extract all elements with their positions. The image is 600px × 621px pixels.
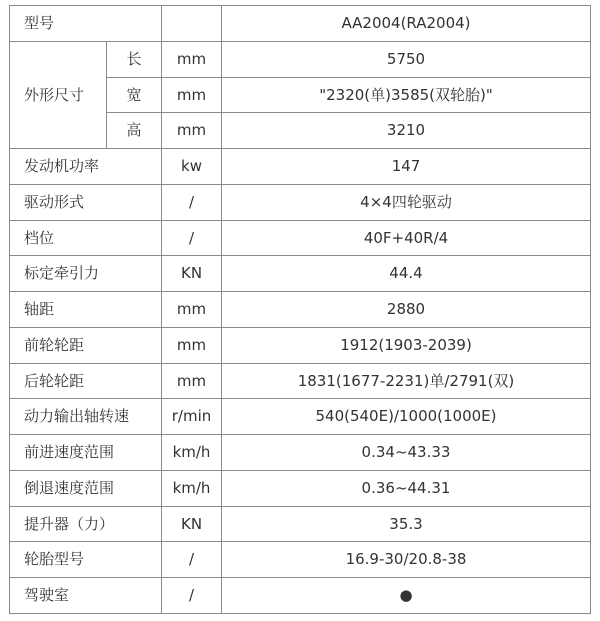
- table-row: [10, 399, 591, 435]
- table-row: [10, 506, 591, 542]
- sub-param-label: 宽: [107, 77, 162, 113]
- table-row: [10, 220, 591, 256]
- param-label: 标定牵引力: [10, 256, 162, 292]
- unit-cell: mm: [162, 41, 222, 77]
- param-label: 前轮轮距: [10, 327, 162, 363]
- value-cell: 3210: [222, 113, 591, 149]
- param-label: 驱动形式: [10, 184, 162, 220]
- sub-param-label: 高: [107, 113, 162, 149]
- table-row: [10, 256, 591, 292]
- param-label: 前进速度范围: [10, 435, 162, 471]
- spec-table: [9, 5, 591, 614]
- value-cell: 5750: [222, 41, 591, 77]
- unit-cell: /: [162, 542, 222, 578]
- value-cell: 2880: [222, 292, 591, 328]
- value-cell: 4×4四轮驱动: [222, 184, 591, 220]
- param-label: 轴距: [10, 292, 162, 328]
- param-label: 发动机功率: [10, 149, 162, 185]
- param-label: 档位: [10, 220, 162, 256]
- unit-cell: KN: [162, 506, 222, 542]
- unit-cell: mm: [162, 113, 222, 149]
- unit-cell: /: [162, 220, 222, 256]
- table-row: [10, 542, 591, 578]
- value-cell: 16.9-30/20.8-38: [222, 542, 591, 578]
- param-label: 提升器（力）: [10, 506, 162, 542]
- value-cell: 35.3: [222, 506, 591, 542]
- unit-cell: mm: [162, 327, 222, 363]
- value-cell: 0.36~44.31: [222, 470, 591, 506]
- unit-cell: r/min: [162, 399, 222, 435]
- value-cell: ●: [222, 578, 591, 614]
- table-row: [10, 327, 591, 363]
- unit-cell: km/h: [162, 470, 222, 506]
- unit-cell: /: [162, 578, 222, 614]
- value-cell: 40F+40R/4: [222, 220, 591, 256]
- unit-cell: mm: [162, 363, 222, 399]
- value-cell: 147: [222, 149, 591, 185]
- value-cell: 540(540E)/1000(1000E): [222, 399, 591, 435]
- param-label: 动力输出轴转速: [10, 399, 162, 435]
- param-label: 驾驶室: [10, 578, 162, 614]
- table-row: [10, 578, 591, 614]
- table-row: [10, 470, 591, 506]
- table-row: [10, 363, 591, 399]
- unit-cell: /: [162, 184, 222, 220]
- value-cell: 1831(1677-2231)单/2791(双): [222, 363, 591, 399]
- param-label: 倒退速度范围: [10, 470, 162, 506]
- table-row: [10, 292, 591, 328]
- value-cell: "2320(单)3585(双轮胎)": [222, 77, 591, 113]
- sub-param-label: 长: [107, 41, 162, 77]
- unit-cell: kw: [162, 149, 222, 185]
- table-row: [10, 6, 591, 42]
- unit-cell: [162, 6, 222, 42]
- unit-cell: mm: [162, 77, 222, 113]
- param-label: 后轮轮距: [10, 363, 162, 399]
- value-cell: 1912(1903-2039): [222, 327, 591, 363]
- unit-cell: mm: [162, 292, 222, 328]
- param-label: 型号: [10, 6, 162, 42]
- value-cell: 44.4: [222, 256, 591, 292]
- table-row: [10, 435, 591, 471]
- value-cell: 0.34~43.33: [222, 435, 591, 471]
- table-row: [10, 184, 591, 220]
- unit-cell: KN: [162, 256, 222, 292]
- param-label: 外形尺寸: [10, 41, 107, 148]
- value-cell: AA2004(RA2004): [222, 6, 591, 42]
- table-row: [10, 41, 591, 77]
- table-row: [10, 149, 591, 185]
- unit-cell: km/h: [162, 435, 222, 471]
- param-label: 轮胎型号: [10, 542, 162, 578]
